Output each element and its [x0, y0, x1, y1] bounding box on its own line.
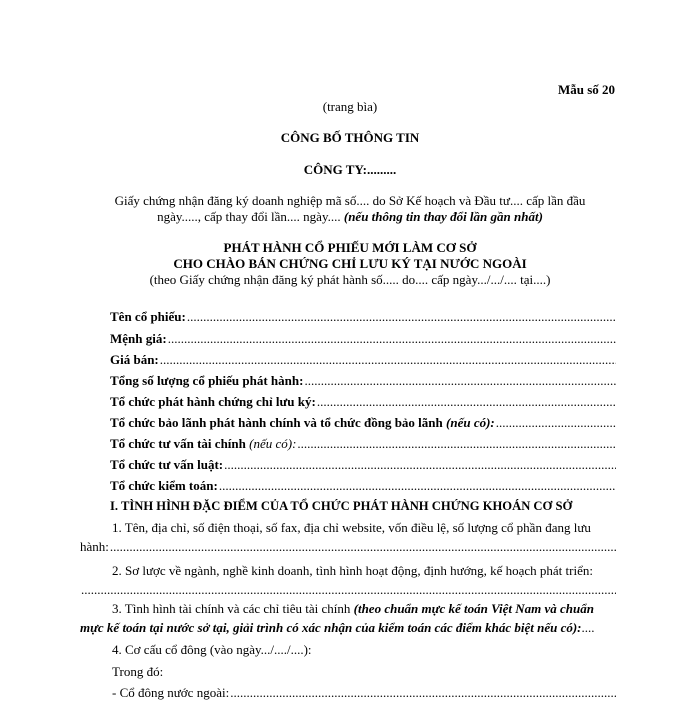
field-depositary — [110, 394, 616, 410]
field-price — [110, 352, 616, 368]
field-stock-name — [110, 309, 616, 325]
item-1-label: hành: — [80, 539, 109, 554]
fill-dots — [496, 415, 616, 431]
registration-note: (nếu thông tin thay đổi lần gần nhất) — [343, 209, 543, 224]
item-2 — [80, 563, 616, 598]
item-1-line-2 — [80, 539, 616, 555]
fill-dots — [224, 457, 616, 473]
fill-dots — [187, 309, 616, 325]
fill-dots — [219, 478, 616, 494]
item-1 — [80, 520, 616, 555]
company-name: CÔNG TY:......... — [303, 162, 397, 177]
field-label: Tổ chức tư vấn luật: — [110, 457, 224, 472]
in-which-label: Trong đó: — [112, 664, 164, 679]
item-3-line-2 — [80, 620, 616, 636]
field-label: - Cổ đông nước ngoài: — [112, 685, 230, 700]
registration-line-1: Giấy chứng nhận đăng ký doanh nghiệp mã số.... do Sở Kế hoạch và Đầu tư.... cấp lần đầu — [114, 193, 586, 208]
field-label: Tổ chức phát hành chứng chỉ lưu ký: — [110, 394, 316, 409]
title-line-1: PHÁT HÀNH CỔ PHIẾU MỚI LÀM CƠ SỞ — [223, 240, 477, 255]
fill-dots — [160, 352, 616, 368]
section-title: I. TÌNH HÌNH ĐẶC ĐIỂM CỦA TỔ CHỨC PHÁT HÀNH CHỨNG KHOÁN CƠ SỞ — [110, 499, 573, 513]
field-note: (nếu có): — [446, 415, 495, 430]
fill-dots — [110, 539, 616, 555]
fill-dots — [304, 373, 616, 389]
item-3 — [80, 601, 616, 636]
field-label: Tổ chức bảo lãnh phát hành chính và tổ chức đồng bảo lãnh — [110, 415, 443, 430]
fill-dots — [317, 394, 616, 410]
field-label: Tên cổ phiếu: — [110, 309, 186, 324]
item-4: 4. Cơ cấu cổ đông (vào ngày.../..../....): — [112, 642, 312, 657]
item-2-dots-line — [80, 582, 616, 598]
cover-note: (trang bìa) — [322, 99, 378, 114]
field-legal-advisor — [110, 457, 616, 473]
field-underwriter — [110, 415, 616, 431]
registration-dates: ngày....., cấp thay đổi lần.... ngày.... — [157, 209, 341, 224]
fill-dots — [230, 685, 616, 701]
field-label: Tổ chức tư vấn tài chính — [110, 436, 246, 451]
field-auditor — [110, 478, 616, 494]
item-3-line-1 — [80, 601, 616, 617]
field-label: Tổng số lượng cổ phiếu phát hành: — [110, 373, 304, 388]
item-2-line-1: 2. Sơ lược về ngành, nghề kinh doanh, tình hình hoạt động, định hướng, kế hoạch phát triển: — [112, 563, 593, 578]
field-note: (nếu có): — [249, 436, 297, 451]
field-foreign-holders — [112, 685, 616, 701]
title-line-3: (theo Giấy chứng nhận đăng ký phát hành số..... do.... cấp ngày.../.../.... tại....) — [149, 272, 551, 287]
fill-dots — [81, 582, 616, 598]
form-number: Mẫu số 20 — [558, 82, 616, 97]
fill-dots — [297, 436, 616, 452]
item-3-text: 3. Tình hình tài chính và các chỉ tiêu tài chính — [112, 601, 351, 616]
title-line-2: CHO CHÀO BÁN CHỨNG CHỈ LƯU KÝ TẠI NƯỚC NGOÀI — [173, 256, 527, 271]
field-label: Mệnh giá: — [110, 331, 167, 346]
item-3-note-1: (theo chuẩn mực kế toán Việt Nam và chuẩn — [353, 601, 595, 616]
heading: CÔNG BỐ THÔNG TIN — [280, 130, 420, 145]
fill-dots — [168, 331, 616, 347]
field-financial-advisor — [110, 436, 616, 452]
registration-line-2 — [0, 209, 700, 225]
field-par-value — [110, 331, 616, 347]
field-total-shares — [110, 373, 616, 389]
item-3-tail: .... — [581, 620, 595, 635]
field-label: Tổ chức kiểm toán: — [110, 478, 218, 493]
item-3-note-2: mực kế toán tại nước sở tại, giải trình có xác nhận của kiểm toán các điểm khác biệt nếu có): — [80, 620, 582, 635]
item-1-line-1: 1. Tên, địa chỉ, số điện thoại, số fax, địa chỉ website, vốn điều lệ, số lượng cổ phần đang lưu — [112, 520, 591, 535]
field-label: Giá bán: — [110, 352, 159, 367]
